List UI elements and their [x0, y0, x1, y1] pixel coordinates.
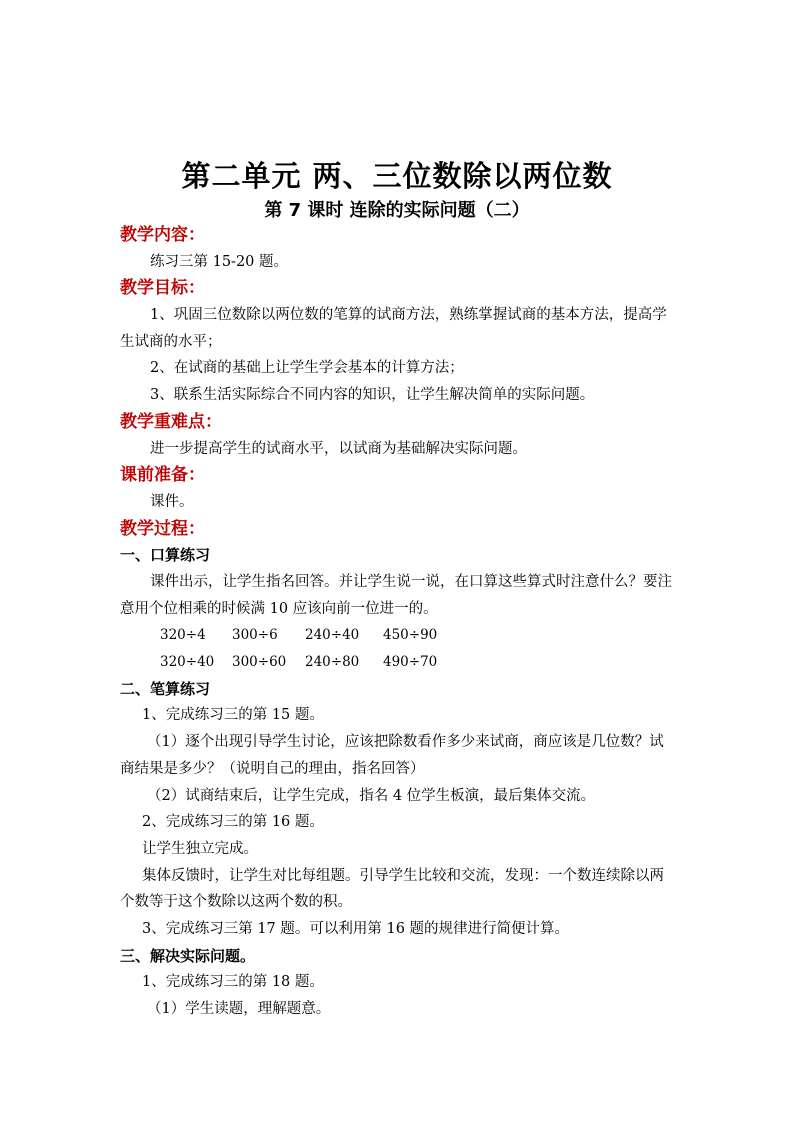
calc-row-1 — [120, 622, 676, 649]
part3-heading: 三、解决实际问题。 — [120, 946, 256, 965]
part1-heading: 一、口算练习 — [120, 546, 211, 565]
calc-item: 240÷80 — [305, 654, 360, 671]
part2-heading: 二、笔算练习 — [120, 679, 211, 698]
part3-line-2: （1）学生读题，理解题意。 — [147, 1001, 331, 1018]
unit-title: 第二单元 两、三位数除以两位数 — [181, 159, 613, 193]
lesson-subtitle: 第 7 课时 连除的实际问题（二） — [264, 200, 530, 221]
goal-3: 3、联系生活实际综合不同内容的知识，让学生解决简单的实际问题。 — [150, 387, 595, 404]
goals-heading: 教学目标： — [120, 278, 205, 299]
part1-text: 课件出示，让学生指名回答。并让学生说一说，在口算这些算式时注意什么？要注意用个位相乘的时候满 10 应该向前一位进一的。 — [120, 573, 672, 617]
goal-2: 2、在试商的基础上让学生学会基本的计算方法； — [150, 360, 464, 377]
part2-line-6: 集体反馈时，让学生对比每组题。引导学生比较和交流，发现：一个数连续除以两个数等于这个数除以这两个数的积。 — [120, 867, 664, 911]
part2-line-4: 2、完成练习三的第 16 题。 — [142, 814, 324, 831]
content-text: 练习三第 15-20 题。 — [150, 253, 289, 270]
calc-item: 490÷70 — [383, 654, 438, 671]
key-points-heading: 教学重难点： — [120, 411, 222, 432]
lesson-content — [120, 222, 676, 1023]
part2-line-7: 3、完成练习三第 17 题。可以利用第 16 题的规律进行简便计算。 — [142, 921, 570, 937]
process-heading: 教学过程： — [120, 518, 205, 539]
calc-item: 300÷6 — [232, 627, 278, 644]
preparation-heading: 课前准备： — [120, 465, 205, 486]
calc-item: 320÷40 — [160, 654, 215, 671]
part2-line-2: （1）逐个出现引导学生讨论，应该把除数看作多少来试商，商应该是几位数？试商结果是多少？（说明自己的理由，指名回答） — [120, 734, 664, 777]
part2-line-3: （2）试商结束后，让学生完成，指名 4 位学生板演，最后集体交流。 — [147, 787, 596, 804]
calc-item: 450÷90 — [383, 627, 438, 644]
part3-line-1: 1、完成练习三的第 18 题。 — [142, 974, 324, 991]
key-points-text: 进一步提高学生的试商水平，以试商为基础解决实际问题。 — [150, 440, 527, 457]
part2-line-1: 1、完成练习三的第 15 题。 — [142, 707, 324, 724]
part2-line-5: 让学生独立完成。 — [142, 840, 258, 857]
calc-item: 320÷4 — [160, 627, 206, 644]
goal-1: 1、巩固三位数除以两位数的笔算的试商方法，熟练掌握试商的基本方法，提高学生试商的水平； — [120, 307, 667, 350]
preparation-text: 课件。 — [150, 493, 194, 510]
calc-item: 300÷60 — [232, 654, 287, 671]
calc-item: 240÷40 — [305, 627, 360, 644]
calc-row-2 — [120, 649, 676, 676]
content-heading: 教学内容： — [120, 225, 205, 245]
